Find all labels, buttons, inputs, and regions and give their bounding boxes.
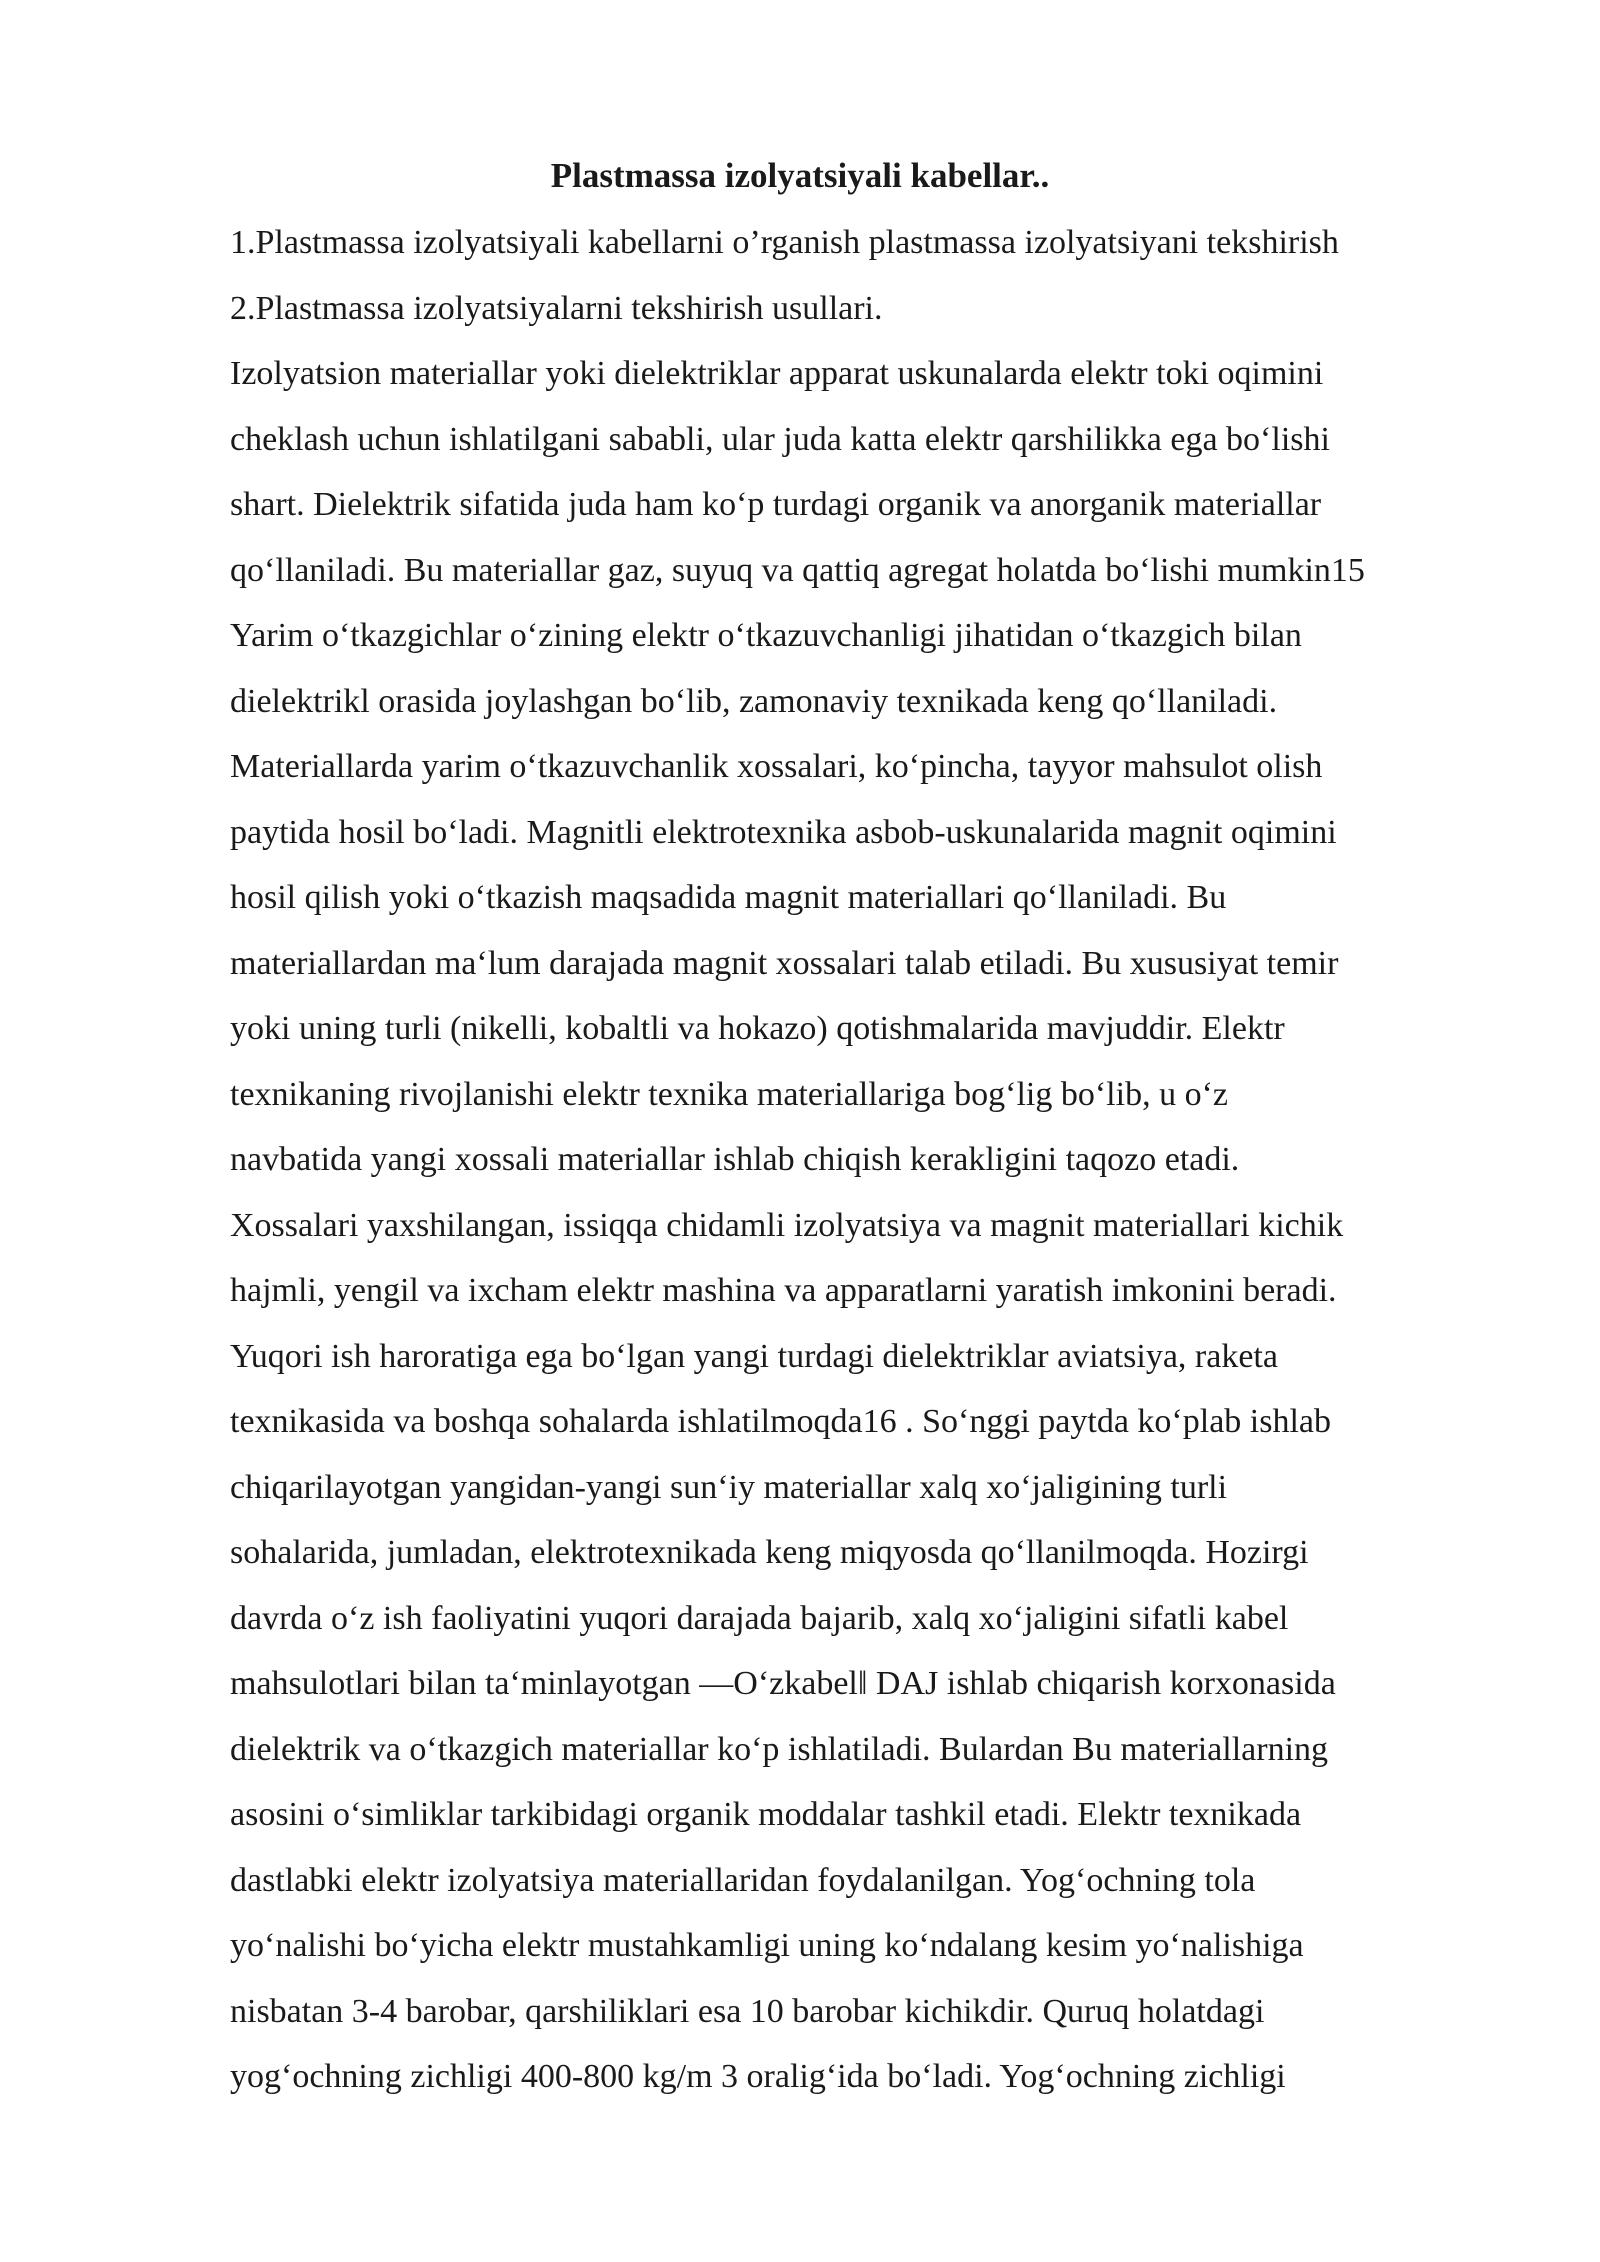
body-line: sohalarida, jumladan, elektrotexnikada keng miqyosda qo‘llanilmoqda. Hozirgi [230, 1534, 1309, 1571]
body-line: paytida hosil bo‘ladi. Magnitli elektrotexnika asbob-uskunalarida magnit oqimini [230, 813, 1337, 851]
body-line: 1.Plastmassa izolyatsiyali kabellarni o’rganish plastmassa izolyatsiyani tekshirish [230, 224, 1339, 261]
body-line: Xossalari yaxshilangan, issiqqa chidamli izolyatsiya va magnit materiallari kichik [230, 1206, 1344, 1244]
body-line: yo‘nalishi bo‘yicha elektr mustahkamligi uning ko‘ndalang kesim yo‘nalishiga [230, 1927, 1304, 1964]
body-line: yoki uning turli (nikelli, kobaltli va hokazo) qotishmalarida mavjuddir. Elektr [230, 1010, 1285, 1047]
body-line: dielektrik va o‘tkazgich materiallar ko‘p ishlatiladi. Bulardan Bu materiallarning [230, 1730, 1329, 1768]
document-body [0, 210, 1600, 2110]
body-line: shart. Dielektrik sifatida juda ham ko‘p turdagi organik va anorganik materiallar [230, 486, 1322, 523]
body-line: materiallardan ma‘lum darajada magnit xossalari talab etiladi. Bu xususiyat temir [230, 944, 1339, 982]
body-line: dielektrikl orasida joylashgan bo‘lib, zamonaviy texnikada keng qo‘llaniladi. [230, 682, 1278, 720]
body-line: nisbatan 3-4 barobar, qarshiliklari esa 10 barobar kichikdir. Quruq holatdagi [230, 1992, 1265, 2030]
body-line: chiqarilayotgan yangidan-yangi sun‘iy materiallar xalq xo‘jaligining turli [230, 1468, 1228, 1506]
body-line: texnikasida va boshqa sohalarda ishlatilmoqda16 . So‘nggi paytda ko‘plab ishlab [230, 1403, 1331, 1440]
body-line: qo‘llaniladi. Bu materiallar gaz, suyuq va qattiq agregat holatda bo‘lishi mumkin15 [230, 551, 1365, 589]
body-line: cheklash uchun ishlatilgani sababli, ular juda katta elektr qarshilikka ega bo‘lishi [230, 420, 1330, 458]
body-line: hajmli, yengil va ixcham elektr mashina va apparatlarni yaratish imkonini beradi. [230, 1272, 1337, 1309]
body-line: asosini o‘simliklar tarkibidagi organik moddalar tashkil etadi. Elektr texnikada [230, 1796, 1302, 1833]
document-title: Plastmassa izolyatsiyali kabellar.. [550, 156, 1050, 195]
body-line: davrda o‘z ish faoliyatini yuqori darajada bajarib, xalq xo‘jaligini sifatli kabel [230, 1599, 1289, 1637]
body-line: hosil qilish yoki o‘tkazish maqsadida magnit materiallari qo‘llaniladi. Bu [230, 879, 1227, 916]
body-line: Yarim o‘tkazgichlar o‘zining elektr o‘tkazuvchanligi jihatidan o‘tkazgich bilan [230, 617, 1302, 654]
body-line: Izolyatsion materiallar yoki dielektriklar apparat uskunalarda elektr toki oqimini [230, 355, 1324, 392]
body-line: mahsulotlari bilan ta‘minlayotgan ―O‘zkabel‖ DAJ ishlab chiqarish korxonasida [230, 1665, 1336, 1702]
body-line: texnikaning rivojlanishi elektr texnika materiallariga bog‘lig bo‘lib, u o‘z [230, 1075, 1228, 1113]
body-line: Yuqori ish haroratiga ega bo‘lgan yangi turdagi dielektriklar aviatsiya, raketa [230, 1337, 1278, 1375]
body-line: Materiallarda yarim o‘tkazuvchanlik xossalari, ko‘pincha, tayyor mahsulot olish [230, 748, 1323, 785]
body-line: dastlabki elektr izolyatsiya materiallaridan foydalanilgan. Yog‘ochning tola [230, 1861, 1256, 1899]
body-line: yog‘ochning zichligi 400-800 kg/m 3 oralig‘ida bo‘ladi. Yog‘ochning zichligi [230, 2058, 1286, 2095]
body-line: 2.Plastmassa izolyatsiyalarni tekshirish usullari. [230, 289, 883, 327]
body-line: navbatida yangi xossali materiallar ishlab chiqish kerakligini taqozo etadi. [230, 1141, 1240, 1178]
